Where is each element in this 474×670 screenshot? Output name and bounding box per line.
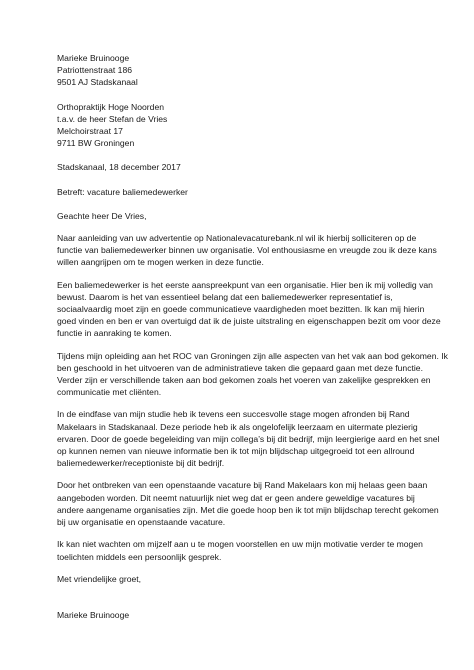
paragraph-line: functie van baliemedewerker binnen uw organisatie. Vol enthousiasme en vreugde zou ik deze kans: [57, 245, 437, 256]
paragraph-line: willen aangrijpen om te mogen werken in deze functie.: [57, 257, 264, 268]
paragraph: [57, 538, 427, 562]
letter-date: Stadskanaal, 18 december 2017: [57, 162, 181, 173]
closing: Met vriendelijke groet,: [57, 573, 142, 584]
paragraph-line: op kunnen nemen van nieuwe informatie ben ik tot mijn blijdschap uitgegroeid tot een allround: [57, 446, 415, 457]
sender-name: Marieke Bruinooge: [57, 53, 130, 63]
letter-body: [57, 232, 448, 563]
letter-subject: Betreft: vacature baliemedewerker: [57, 186, 188, 197]
paragraph-line: Makelaars in Stadskanaal. Deze periode heb ik als ongelofelijk leerzaam en uitermate plezierig: [57, 421, 418, 432]
recipient-company: Orthopraktijk Hoge Noorden: [57, 101, 164, 112]
paragraph-line: ervaren. Door de goede begeleiding van mijn collega’s bij dit bedrijf, mijn leergierige aard en het snel: [57, 433, 440, 444]
paragraph-line: bij uw organisatie en openstaande vacature.: [57, 517, 226, 528]
paragraph-line: bewust. Daarom is het van essentieel belang dat een baliemedewerker representatief is,: [57, 291, 393, 302]
paragraph-line: Een baliemedewerker is het eerste aanspreekpunt van een organisatie. Hier ben ik mij volledig van: [57, 279, 433, 290]
paragraph-line: Tijdens mijn opleiding aan het ROC van Groningen zijn alle aspecten van het vak aan bod gekomen. Ik: [57, 350, 448, 361]
recipient-city: 9711 BW Groningen: [57, 138, 135, 149]
sender-street: Patriottenstraat 186: [57, 65, 133, 76]
paragraph-line: communicatie met cliënten.: [57, 387, 162, 398]
paragraph-line: functie in aanraking te komen.: [57, 328, 172, 339]
paragraph-line: Naar aanleiding van uw advertentie op Nationalevacaturebank.nl wil ik hierbij solliciteren op de: [57, 233, 417, 244]
paragraph-line: goed vinden en ben er van overtuigd dat ik de juiste uitstraling en eigenschappen bezit om voor deze: [57, 316, 441, 327]
paragraph-line: ben geschoold in het uitvoeren van de administratieve taken die gepaard gaan met deze functie.: [57, 362, 423, 373]
recipient-address: [57, 101, 427, 150]
signature-name: Marieke Bruinooge: [57, 609, 130, 620]
paragraph-line: Verder zijn er verschillende taken aan bod gekomen zoals het voeren van zakelijke gesprekken en: [57, 375, 431, 386]
recipient-street: Melchoirstraat 17: [57, 126, 123, 137]
paragraph-line: aangeboden worden. Dit neemt natuurlijk niet weg dat er geen andere geweldige vacatures bij: [57, 492, 415, 503]
paragraph: [57, 232, 437, 269]
sender-address: [57, 52, 427, 89]
paragraph: [57, 408, 440, 469]
recipient-attention: t.a.v. de heer Stefan de Vries: [57, 113, 168, 124]
paragraph-line: andere aangename organisaties zijn. Met die goede hoop ben ik tot mijn blijdschap terecht gekomen: [57, 504, 439, 515]
paragraph-line: Door het ontbreken van een openstaande vacature bij Rand Makelaars kon mij helaas geen baan: [57, 480, 428, 491]
paragraph-line: sociaalvaardig moet zijn en goede communicatieve vaardigheden moet bezitten. Ik kan mij hierin: [57, 304, 425, 315]
paragraph-line: toelichten middels een persoonlijk gesprek.: [57, 551, 222, 562]
paragraph: [57, 279, 441, 340]
paragraph-line: In de eindfase van mijn studie heb ik tevens een succesvolle stage mogen afronden bij Rand: [57, 409, 410, 420]
paragraph: [57, 350, 448, 399]
letter: [57, 52, 448, 621]
paragraph: [57, 479, 439, 528]
sender-city: 9501 AJ Stadskanaal: [57, 77, 138, 88]
salutation: Geachte heer De Vries,: [57, 210, 147, 221]
paragraph-line: baliemedewerker/receptioniste bij dit bedrijf.: [57, 458, 225, 469]
paragraph-line: Ik kan niet wachten om mijzelf aan u te mogen voorstellen en uw mijn motivatie verder te mogen: [57, 539, 423, 550]
